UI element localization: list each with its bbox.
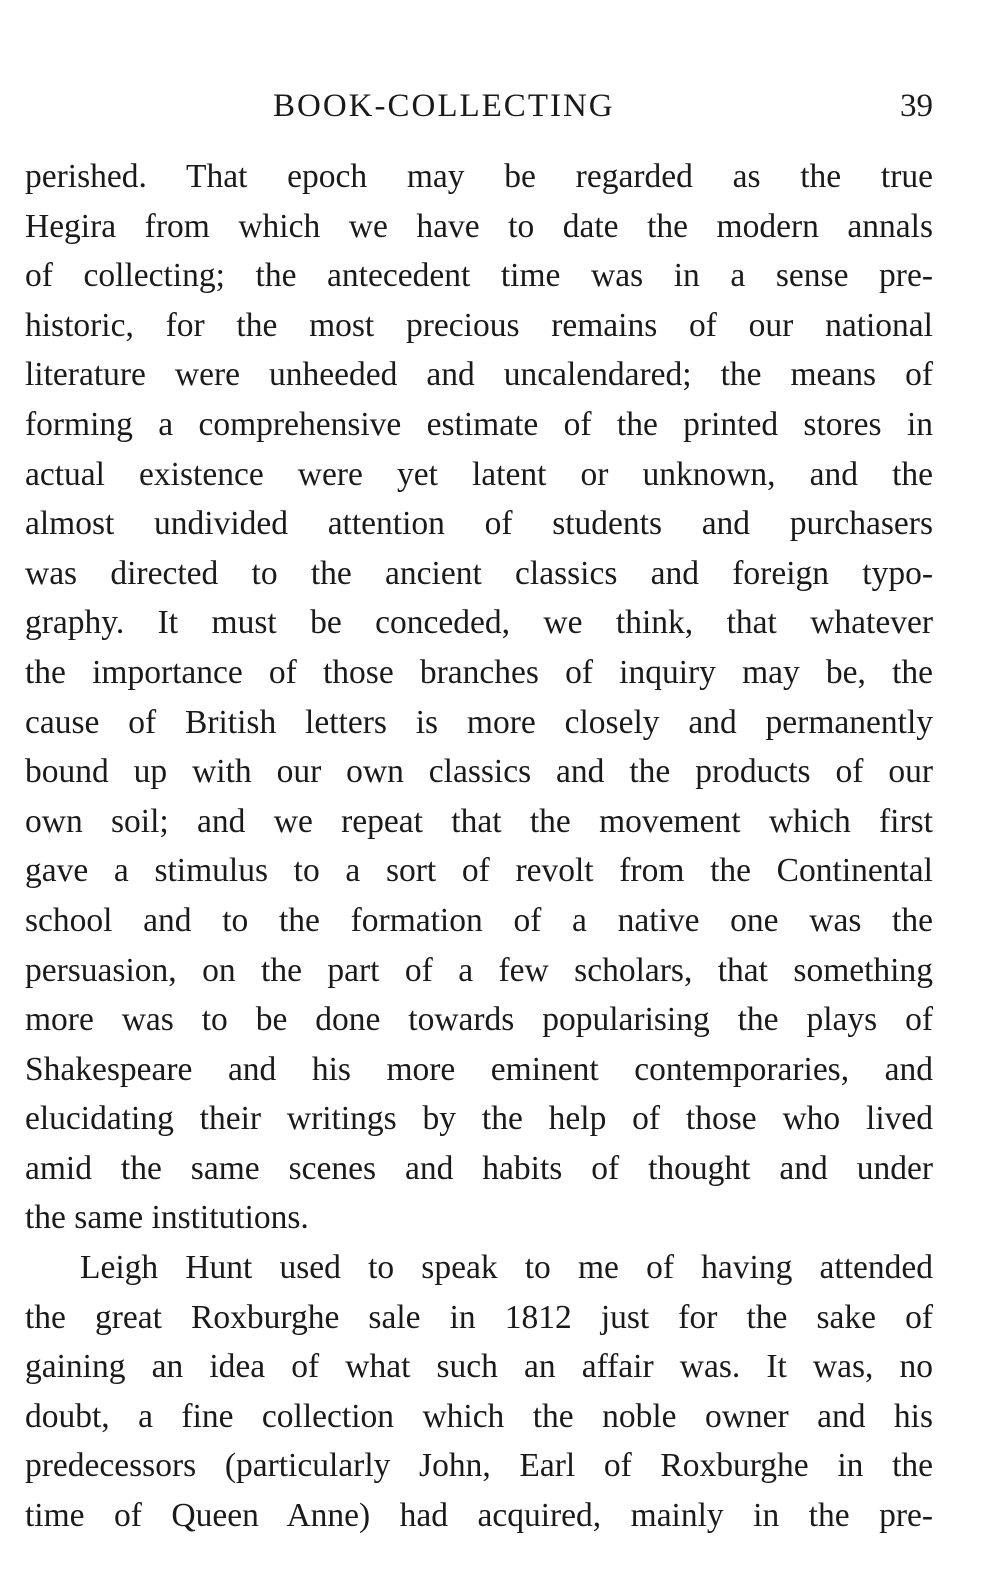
text-line: the importance of those branches of inquiry may be, the — [25, 653, 933, 691]
text-line: bound up with our own classics and the products of our — [25, 753, 933, 791]
text-line: time of Queen Anne) had acquired, mainly in the pre- — [25, 1497, 933, 1535]
text-line: gave a stimulus to a sort of revolt from the Continental — [25, 852, 933, 890]
text-line: historic, for the most precious remains of our national — [25, 306, 933, 344]
running-head — [25, 84, 933, 128]
text-line: school and to the formation of a native one was the — [25, 901, 933, 939]
text-line: of collecting; the antecedent time was in a sense pre- — [25, 257, 933, 295]
text-line: the great Roxburghe sale in 1812 just for the sake of — [25, 1298, 933, 1336]
text-line: was directed to the ancient classics and foreign typo- — [25, 554, 933, 592]
paragraph-2 — [25, 1243, 933, 1541]
text-line: own soil; and we repeat that the movement which first — [25, 802, 933, 840]
text-line: actual existence were yet latent or unknown, and the — [25, 455, 933, 493]
text-line: Hegira from which we have to date the modern annals — [25, 207, 933, 245]
text-line: literature were unheeded and uncalendared; the means of — [25, 356, 933, 394]
text-line: perished. That epoch may be regarded as the true — [25, 158, 933, 195]
text-line: gaining an idea of what such an affair was. It was, no — [25, 1348, 933, 1386]
page-number: 39 — [900, 88, 933, 124]
text-line: graphy. It must be conceded, we think, that whatever — [25, 604, 933, 642]
text-line: persuasion, on the part of a few scholars, that something — [25, 951, 933, 989]
body-text — [25, 152, 933, 1541]
text-line: the same institutions. — [25, 1199, 309, 1237]
text-line: cause of British letters is more closely and permanently — [25, 703, 933, 741]
text-line: Leigh Hunt used to speak to me of having attended — [80, 1249, 933, 1287]
text-line: amid the same scenes and habits of thought and under — [25, 1149, 933, 1187]
text-line: more was to be done towards popularising the plays of — [25, 1001, 933, 1039]
text-line: Shakespeare and his more eminent contemporaries, and — [25, 1050, 933, 1088]
text-line: forming a comprehensive estimate of the printed stores in — [25, 405, 933, 443]
text-line: almost undivided attention of students and purchasers — [25, 505, 933, 543]
text-line: predecessors (particularly John, Earl of Roxburghe in the — [25, 1447, 933, 1485]
text-line: elucidating their writings by the help of those who lived — [25, 1100, 933, 1138]
paragraph-1 — [25, 152, 933, 1243]
running-head-title: BOOK-COLLECTING — [273, 88, 615, 124]
text-line: doubt, a fine collection which the noble owner and his — [25, 1397, 933, 1435]
